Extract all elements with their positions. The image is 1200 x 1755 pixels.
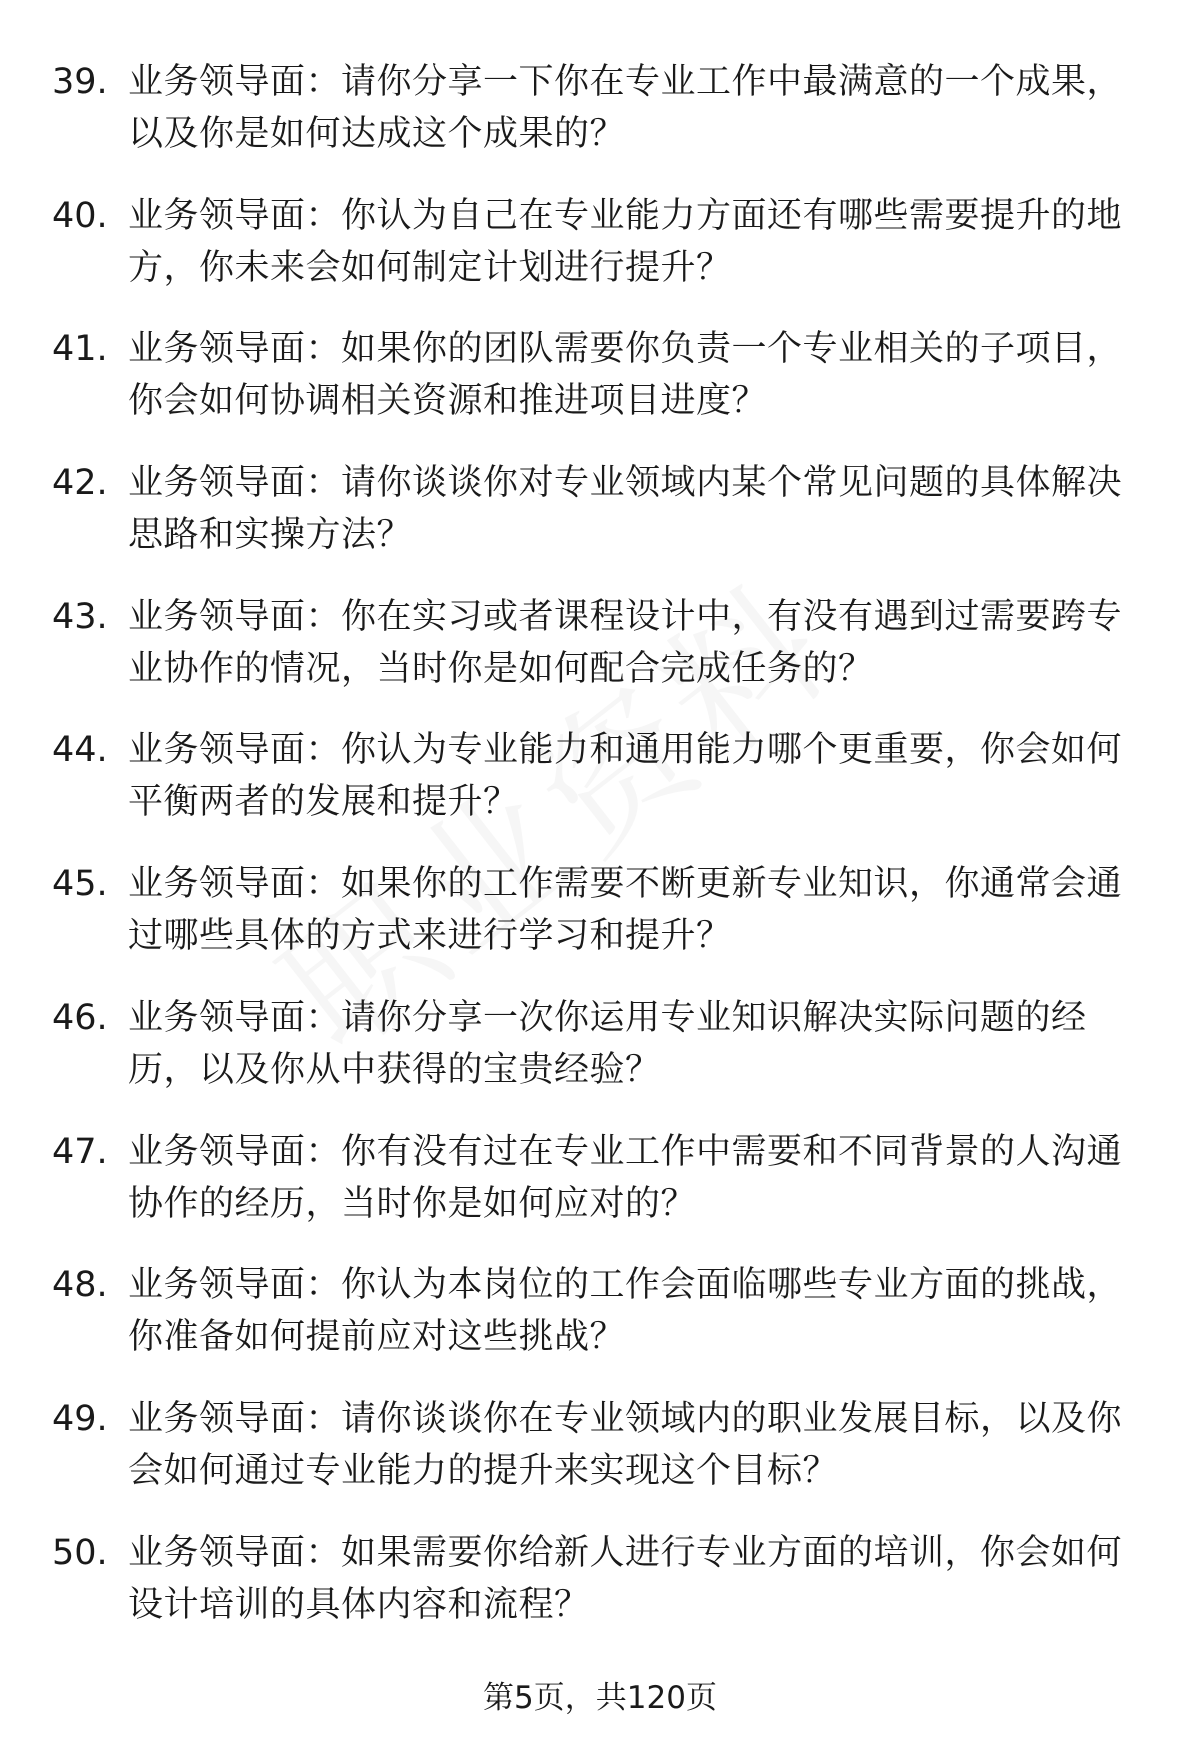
question-text: 业务领导面：你有没有过在专业工作中需要和不同背景的人沟通协作的经历，当时你是如何应对的？ <box>128 1131 1123 1224</box>
question-number: 45. <box>52 864 108 905</box>
question-text: 业务领导面：你在实习或者课程设计中，有没有遇到过需要跨专业协作的情况，当时你是如何配合完成任务的？ <box>128 596 1123 689</box>
page-footer: 第5页，共120页 <box>483 1680 717 1716</box>
question-item <box>0 56 1200 190</box>
question-item <box>0 591 1200 725</box>
question-list <box>0 56 1200 1660</box>
question-number: 40. <box>52 195 108 236</box>
question-text: 业务领导面：如果你的团队需要你负责一个专业相关的子项目，你会如何协调相关资源和推进项目进度？ <box>128 329 1123 422</box>
question-item <box>0 992 1200 1126</box>
question-text: 业务领导面：你认为专业能力和通用能力哪个更重要，你会如何平衡两者的发展和提升？ <box>128 730 1123 823</box>
question-number: 42. <box>52 463 108 504</box>
question-number: 48. <box>52 1265 108 1306</box>
question-number: 46. <box>52 997 108 1038</box>
question-text: 业务领导面：如果你的工作需要不断更新专业知识，你通常会通过哪些具体的方式来进行学习和提升？ <box>128 864 1123 957</box>
question-text: 业务领导面：请你分享一次你运用专业知识解决实际问题的经历，以及你从中获得的宝贵经验？ <box>128 997 1087 1090</box>
question-number: 50. <box>52 1532 108 1573</box>
question-text: 业务领导面：如果需要你给新人进行专业方面的培训，你会如何设计培训的具体内容和流程？ <box>128 1532 1123 1625</box>
question-item <box>0 858 1200 992</box>
question-number: 43. <box>52 596 108 637</box>
question-item <box>0 1126 1200 1260</box>
question-item <box>0 457 1200 591</box>
question-item <box>0 1393 1200 1527</box>
question-item <box>0 190 1200 324</box>
question-text: 业务领导面：你认为自己在专业能力方面还有哪些需要提升的地方，你未来会如何制定计划进行提升？ <box>128 195 1123 288</box>
question-text: 业务领导面：请你谈谈你在专业领域内的职业发展目标，以及你会如何通过专业能力的提升来实现这个目标？ <box>128 1398 1123 1491</box>
question-text: 业务领导面：请你谈谈你对专业领域内某个常见问题的具体解决思路和实操方法？ <box>128 463 1123 556</box>
question-number: 47. <box>52 1131 108 1172</box>
question-text: 业务领导面：请你分享一下你在专业工作中最满意的一个成果，以及你是如何达成这个成果的？ <box>128 62 1123 154</box>
question-number: 41. <box>52 329 108 370</box>
question-item <box>0 1527 1200 1661</box>
question-number: 44. <box>52 730 108 771</box>
question-number: 39. <box>52 62 108 102</box>
question-item <box>0 724 1200 858</box>
question-item <box>0 1259 1200 1393</box>
question-item <box>0 323 1200 457</box>
question-text: 业务领导面：你认为本岗位的工作会面临哪些专业方面的挑战，你准备如何提前应对这些挑战？ <box>128 1265 1123 1358</box>
question-number: 49. <box>52 1398 108 1439</box>
